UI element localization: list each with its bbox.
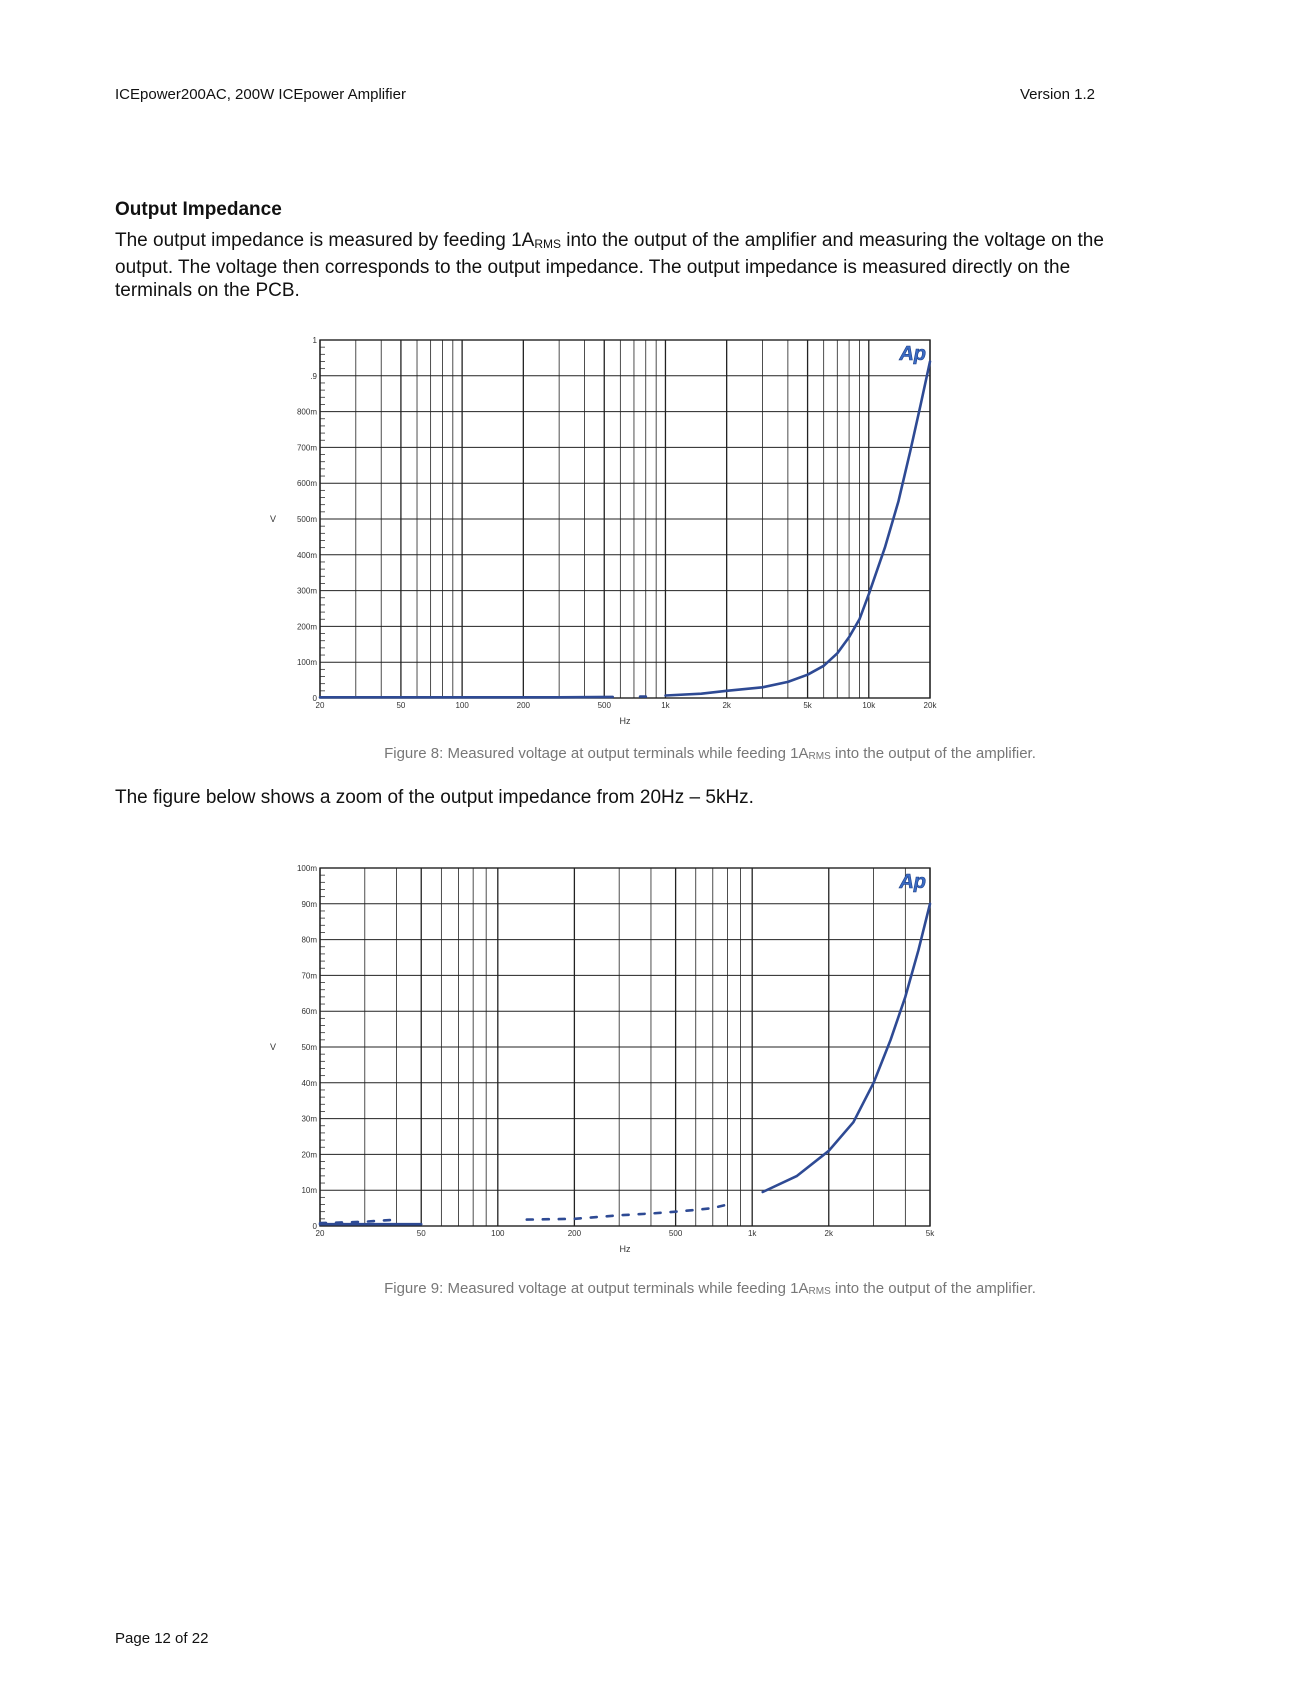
zoom-paragraph: The figure below shows a zoom of the output impedance from 20Hz – 5kHz. bbox=[115, 787, 754, 808]
running-header-title: ICEpower200AC, 200W ICEpower Amplifier bbox=[115, 86, 406, 103]
impedance-series-line bbox=[320, 1220, 397, 1224]
grid bbox=[320, 868, 930, 1226]
section-title: Output Impedance bbox=[115, 199, 282, 220]
intro-paragraph-part2: into the output of the amplifier and measuring the voltage on the output. The voltage then corresponds to the output impedance. The output impedance is measured directly on the terminals on the PCB. bbox=[115, 230, 1104, 301]
x-tick-label: 20 bbox=[315, 1229, 325, 1238]
caption-part1: Figure 9: Measured voltage at output terminals while feeding 1A bbox=[384, 1280, 809, 1297]
intro-paragraph-part1: The output impedance is measured by feeding 1A bbox=[115, 230, 535, 251]
y-tick-label: 10m bbox=[301, 1186, 317, 1196]
x-tick-label: 20k bbox=[923, 701, 937, 710]
caption-part2: into the output of the amplifier. bbox=[830, 1280, 1036, 1297]
grid bbox=[320, 340, 930, 698]
y-tick-label: 30m bbox=[301, 1114, 317, 1124]
y-tick-label: 0 bbox=[312, 694, 317, 703]
figure-8-caption bbox=[110, 745, 1310, 762]
x-tick-label: 2k bbox=[824, 1229, 833, 1238]
y-tick-label: 40m bbox=[301, 1078, 317, 1088]
y-tick-label: 700m bbox=[296, 443, 317, 453]
x-axis-label: Hz bbox=[619, 1244, 631, 1254]
y-tick-label: 80m bbox=[301, 935, 317, 945]
impedance-series-line bbox=[527, 1205, 728, 1220]
y-tick-label: 100m bbox=[296, 864, 317, 873]
y-tick-label: 100m bbox=[296, 658, 317, 668]
x-axis-label: Hz bbox=[619, 716, 631, 726]
y-tick-label: 70m bbox=[301, 971, 317, 981]
impedance-series-line bbox=[763, 904, 930, 1192]
x-tick-label: 200 bbox=[567, 1229, 582, 1238]
x-tick-label: 100 bbox=[455, 701, 469, 710]
ap-logo: Ap bbox=[899, 871, 926, 893]
intro-paragraph-subscript: RMS bbox=[534, 237, 561, 251]
output-impedance-chart bbox=[255, 330, 935, 730]
x-tick-label: 100 bbox=[491, 1229, 505, 1238]
output-impedance-zoom-chart bbox=[255, 858, 935, 1258]
intro-paragraph bbox=[115, 229, 1105, 302]
x-tick-label: 5k bbox=[925, 1229, 935, 1238]
x-tick-label: 20 bbox=[315, 701, 325, 710]
caption-part1: Figure 8: Measured voltage at output terminals while feeding 1A bbox=[384, 745, 809, 762]
y-tick-label: 20m bbox=[301, 1150, 317, 1160]
x-tick-label: 50 bbox=[416, 1229, 426, 1238]
y-tick-label: 300m bbox=[296, 586, 317, 596]
x-tick-label: 50 bbox=[396, 701, 406, 710]
caption-part2: into the output of the amplifier. bbox=[830, 745, 1036, 762]
y-tick-label: 50m bbox=[301, 1043, 317, 1052]
y-tick-label: 500m bbox=[296, 515, 317, 524]
x-tick-label: 500 bbox=[668, 1229, 683, 1238]
figure-9-caption bbox=[110, 1280, 1310, 1297]
y-axis-label: V bbox=[269, 1042, 277, 1052]
y-tick-label: .9 bbox=[310, 371, 317, 381]
ap-logo: Ap bbox=[899, 343, 926, 365]
x-tick-label: 1k bbox=[747, 1229, 757, 1238]
x-tick-label: 5k bbox=[803, 701, 812, 710]
y-tick-label: 200m bbox=[296, 622, 317, 632]
y-tick-label: 90m bbox=[301, 899, 317, 909]
y-tick-label: 1 bbox=[312, 336, 317, 345]
x-tick-label: 1k bbox=[661, 701, 670, 710]
x-tick-label: 200 bbox=[516, 701, 531, 710]
caption-subscript: RMS bbox=[808, 1286, 831, 1297]
y-tick-label: 600m bbox=[296, 479, 317, 489]
y-tick-label: 0 bbox=[312, 1222, 317, 1231]
x-tick-label: 10k bbox=[862, 701, 876, 710]
y-tick-label: 400m bbox=[296, 550, 317, 560]
running-header-version: Version 1.2 bbox=[1019, 86, 1095, 103]
caption-subscript: RMS bbox=[808, 751, 831, 762]
y-axis-label: V bbox=[269, 514, 277, 524]
x-tick-label: 2k bbox=[722, 701, 731, 710]
y-tick-label: 60m bbox=[301, 1007, 317, 1017]
x-tick-label: 500 bbox=[597, 701, 611, 710]
y-tick-label: 800m bbox=[296, 407, 317, 417]
page-number: Page 12 of 22 bbox=[115, 1630, 209, 1647]
